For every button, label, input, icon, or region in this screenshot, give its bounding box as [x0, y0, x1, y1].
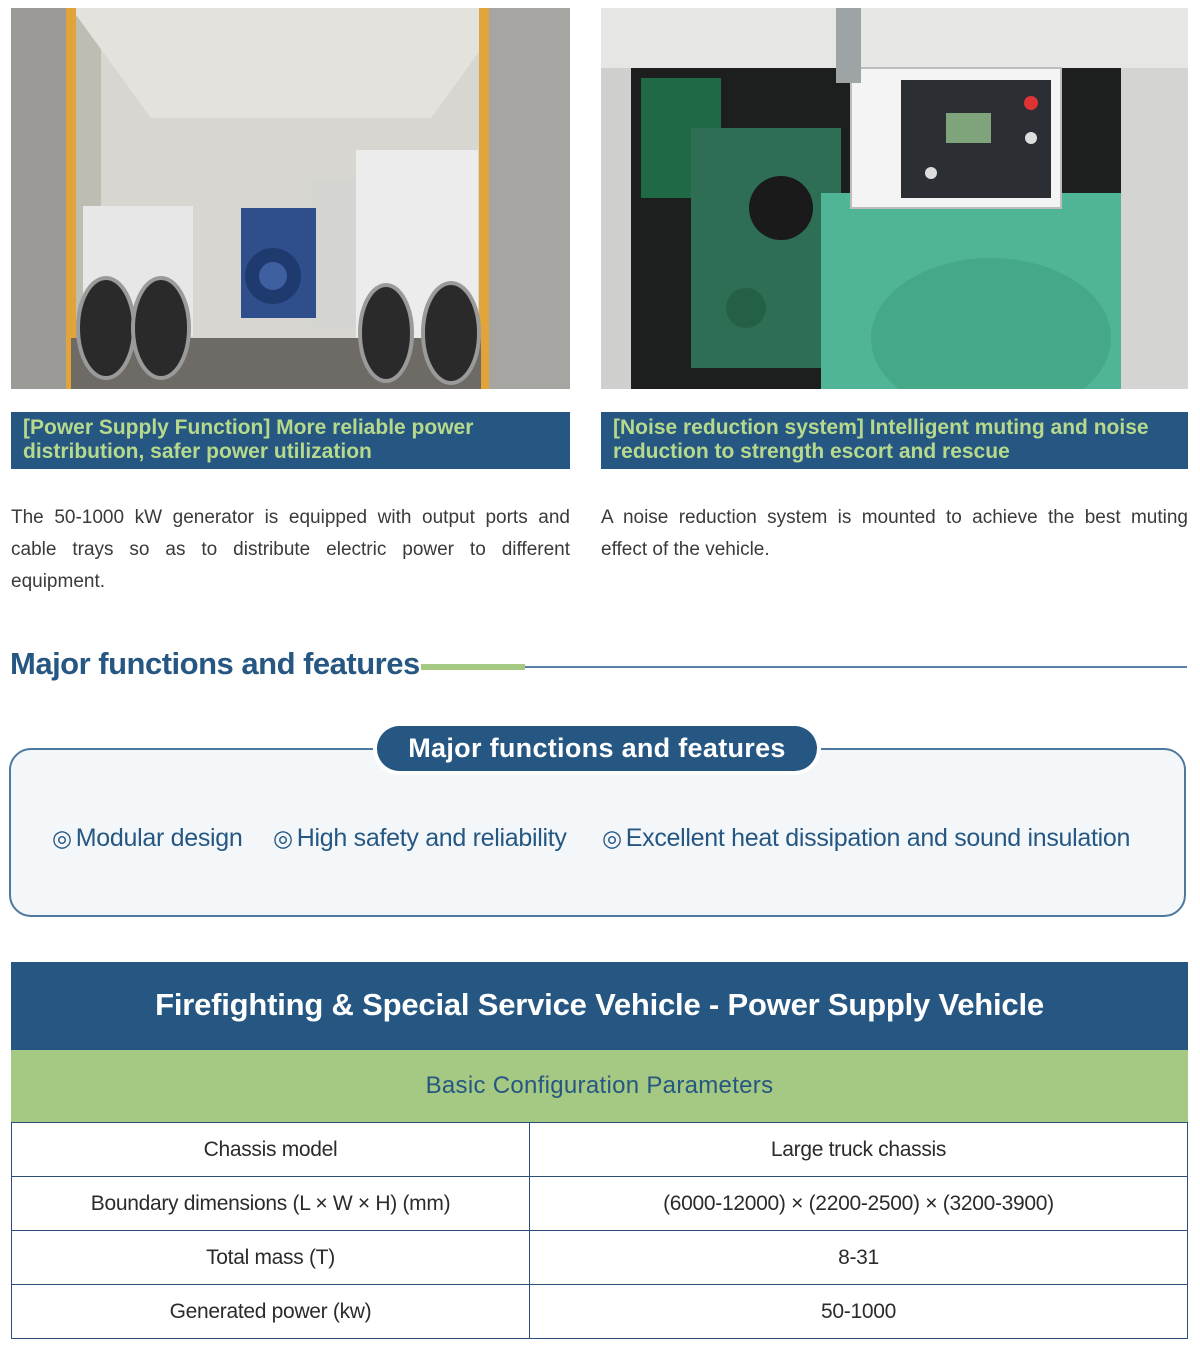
power-supply-description: The 50-1000 kW generator is equipped with output ports and cable trays so as to distribute electric power to different equipment. [11, 507, 570, 592]
feature-item [52, 824, 243, 853]
table-row [12, 1231, 1188, 1285]
param-label: Chassis model [12, 1123, 530, 1177]
double-circle-icon: ◎ [602, 825, 622, 851]
feature-label: Excellent heat dissipation and sound insulation [625, 824, 1131, 852]
table-row [12, 1285, 1188, 1339]
table-row [12, 1177, 1188, 1231]
power-supply-caption-title: [Power Supply Function] More reliable power distribution, safer power utilization [11, 412, 570, 469]
heading-divider-line [525, 666, 1187, 668]
table-row [12, 1123, 1188, 1177]
param-value: 8-31 [530, 1231, 1188, 1285]
feature-item [273, 824, 567, 853]
param-label: Total mass (T) [12, 1231, 530, 1285]
feature-label: Modular design [75, 824, 243, 852]
double-circle-icon: ◎ [273, 825, 293, 851]
param-label: Generated power (kw) [12, 1285, 530, 1339]
param-value: Large truck chassis [530, 1123, 1188, 1177]
spec-table [11, 1122, 1188, 1339]
double-circle-icon: ◎ [52, 825, 72, 851]
feature-label: High safety and reliability [296, 824, 567, 852]
noise-reduction-generator-photo [601, 8, 1188, 389]
spec-table-subtitle: Basic Configuration Parameters [11, 1050, 1188, 1122]
spec-table-title: Firefighting & Special Service Vehicle - Power Supply Vehicle [11, 962, 1188, 1050]
param-value: 50-1000 [530, 1285, 1188, 1339]
feature-item [602, 824, 1130, 853]
section-heading: Major functions and features [10, 646, 420, 681]
noise-reduction-caption-title: [Noise reduction system] Intelligent muting and noise reduction to strength escort and rescue [601, 412, 1188, 469]
power-supply-compartment-photo [11, 8, 570, 389]
features-panel-title: Major functions and features [377, 726, 817, 771]
noise-reduction-description: A noise reduction system is mounted to achieve the best muting effect of the vehicle. [601, 507, 1188, 560]
param-label: Boundary dimensions (L × W × H) (mm) [12, 1177, 530, 1231]
heading-accent-line [421, 664, 525, 670]
param-value: (6000-12000) × (2200-2500) × (3200-3900) [530, 1177, 1188, 1231]
